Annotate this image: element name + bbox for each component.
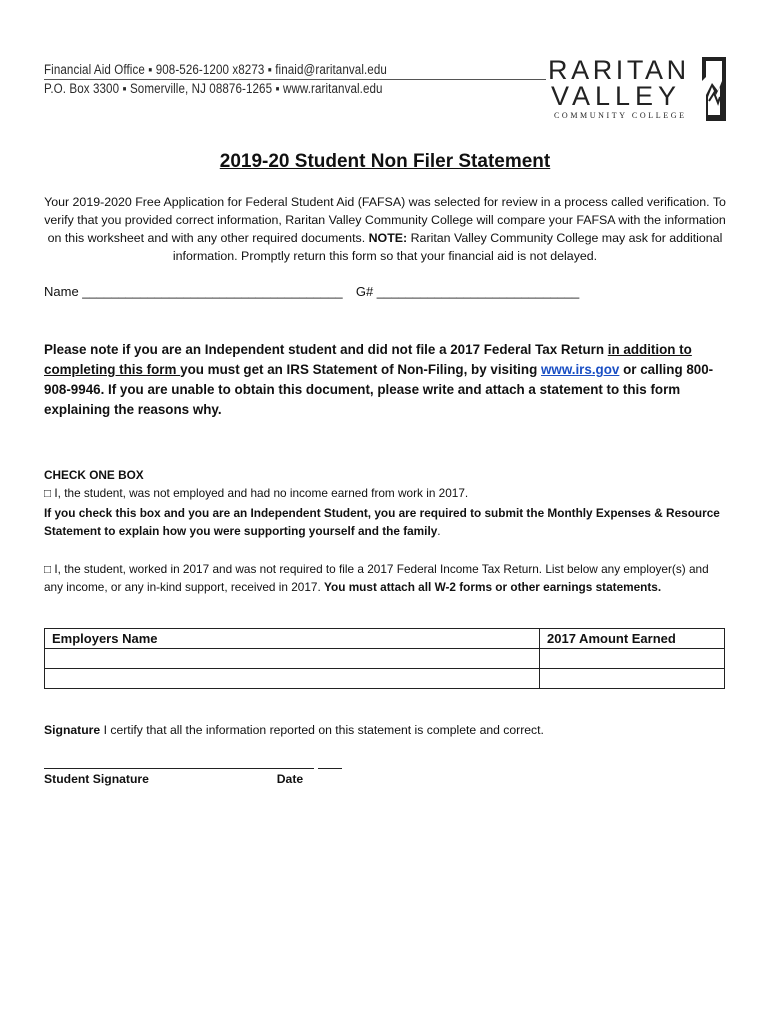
student-signature-line[interactable] — [44, 768, 314, 769]
notice-part-1: Please note if you are an Independent student and did not file a 2017 Federal Tax Return — [44, 342, 608, 357]
logo-community-college: COMMUNITY COLLEGE — [554, 111, 687, 120]
notice-part-2: in addition to completing this form — [44, 342, 692, 377]
logo-raritan: RARITAN — [548, 55, 690, 85]
table-row — [45, 649, 725, 669]
employers-table — [44, 628, 725, 689]
signature-label: Signature — [44, 723, 101, 737]
page-title: 2019-20 Student Non Filer Statement — [219, 151, 551, 172]
amount-cell[interactable] — [540, 649, 725, 669]
irs-link[interactable]: www.irs.gov — [540, 362, 620, 377]
g-number-field[interactable]: G# ____________________________ — [355, 284, 580, 299]
name-row — [44, 284, 724, 299]
contact-line-1: Financial Aid Office ▪ 908-526-1200 x8273 ▪ finaid@raritanval.edu — [44, 62, 387, 77]
table-header-row — [45, 629, 725, 649]
intro-paragraph — [44, 193, 726, 265]
notice-part-3: you must get an IRS Statement of Non-Filing, by visiting — [180, 362, 541, 377]
date-line[interactable] — [318, 768, 342, 769]
logo-valley: VALLEY — [551, 81, 682, 111]
col-amount-earned: 2017 Amount Earned — [540, 629, 725, 649]
option-1-note: If you check this box and you are an Independent Student, you are required to submit the Monthly Expenses & Resource Statement to explain how you were supporting yourself and the family. — [44, 506, 720, 538]
check-heading: CHECK ONE BOX — [44, 468, 144, 482]
intro-text-2: Raritan Valley Community College may ask for additional information. Promptly return this form so that your financial aid is not delayed. — [172, 231, 723, 263]
check-section — [44, 466, 726, 540]
student-signature-label: Student Signature — [44, 772, 149, 786]
mountain-logo-icon — [702, 57, 726, 121]
name-field[interactable]: Name ____________________________________ — [44, 284, 343, 299]
college-logo — [548, 55, 728, 125]
employer-cell[interactable] — [45, 669, 540, 689]
employer-cell[interactable] — [45, 649, 540, 669]
intro-text-1: Your 2019-2020 Free Application for Federal Student Aid (FAFSA) was selected for review in a process called verification. To verify that you provided correct information, Raritan Valley Community College will compare your FAFSA with the information on this worksheet and with any other required documents. — [44, 195, 726, 245]
option-2-bold: You must attach all W-2 forms or other earnings statements. — [324, 580, 662, 594]
option-1-checkbox[interactable]: □ I, the student, was not employed and had no income earned from work in 2017. — [44, 486, 469, 500]
date-label: Date — [276, 772, 304, 786]
header-divider — [44, 79, 546, 80]
amount-cell[interactable] — [540, 669, 725, 689]
notice-paragraph — [44, 340, 726, 420]
table-row — [45, 669, 725, 689]
col-employers-name: Employers Name — [45, 629, 540, 649]
contact-line-2: P.O. Box 3300 ▪ Somerville, NJ 08876-1265 ▪ www.raritanval.edu — [44, 81, 383, 96]
signature-text: I certify that all the information reported on this statement is complete and correct. — [100, 723, 544, 737]
signature-labels — [44, 772, 303, 786]
option-2-checkbox[interactable]: □ I, the student, worked in 2017 and was not required to file a 2017 Federal Income Tax Return. List below any employer(s) and any income, or any in-kind support, received in 2017. — [44, 562, 709, 594]
signature-statement — [44, 723, 544, 737]
notice-part-4: or calling 800-908-9946. If you are unable to obtain this document, please write and attach a statement to this form explaining the reasons why. — [44, 362, 714, 417]
intro-note-label: NOTE: — [368, 231, 408, 245]
option-2-block — [44, 560, 726, 596]
